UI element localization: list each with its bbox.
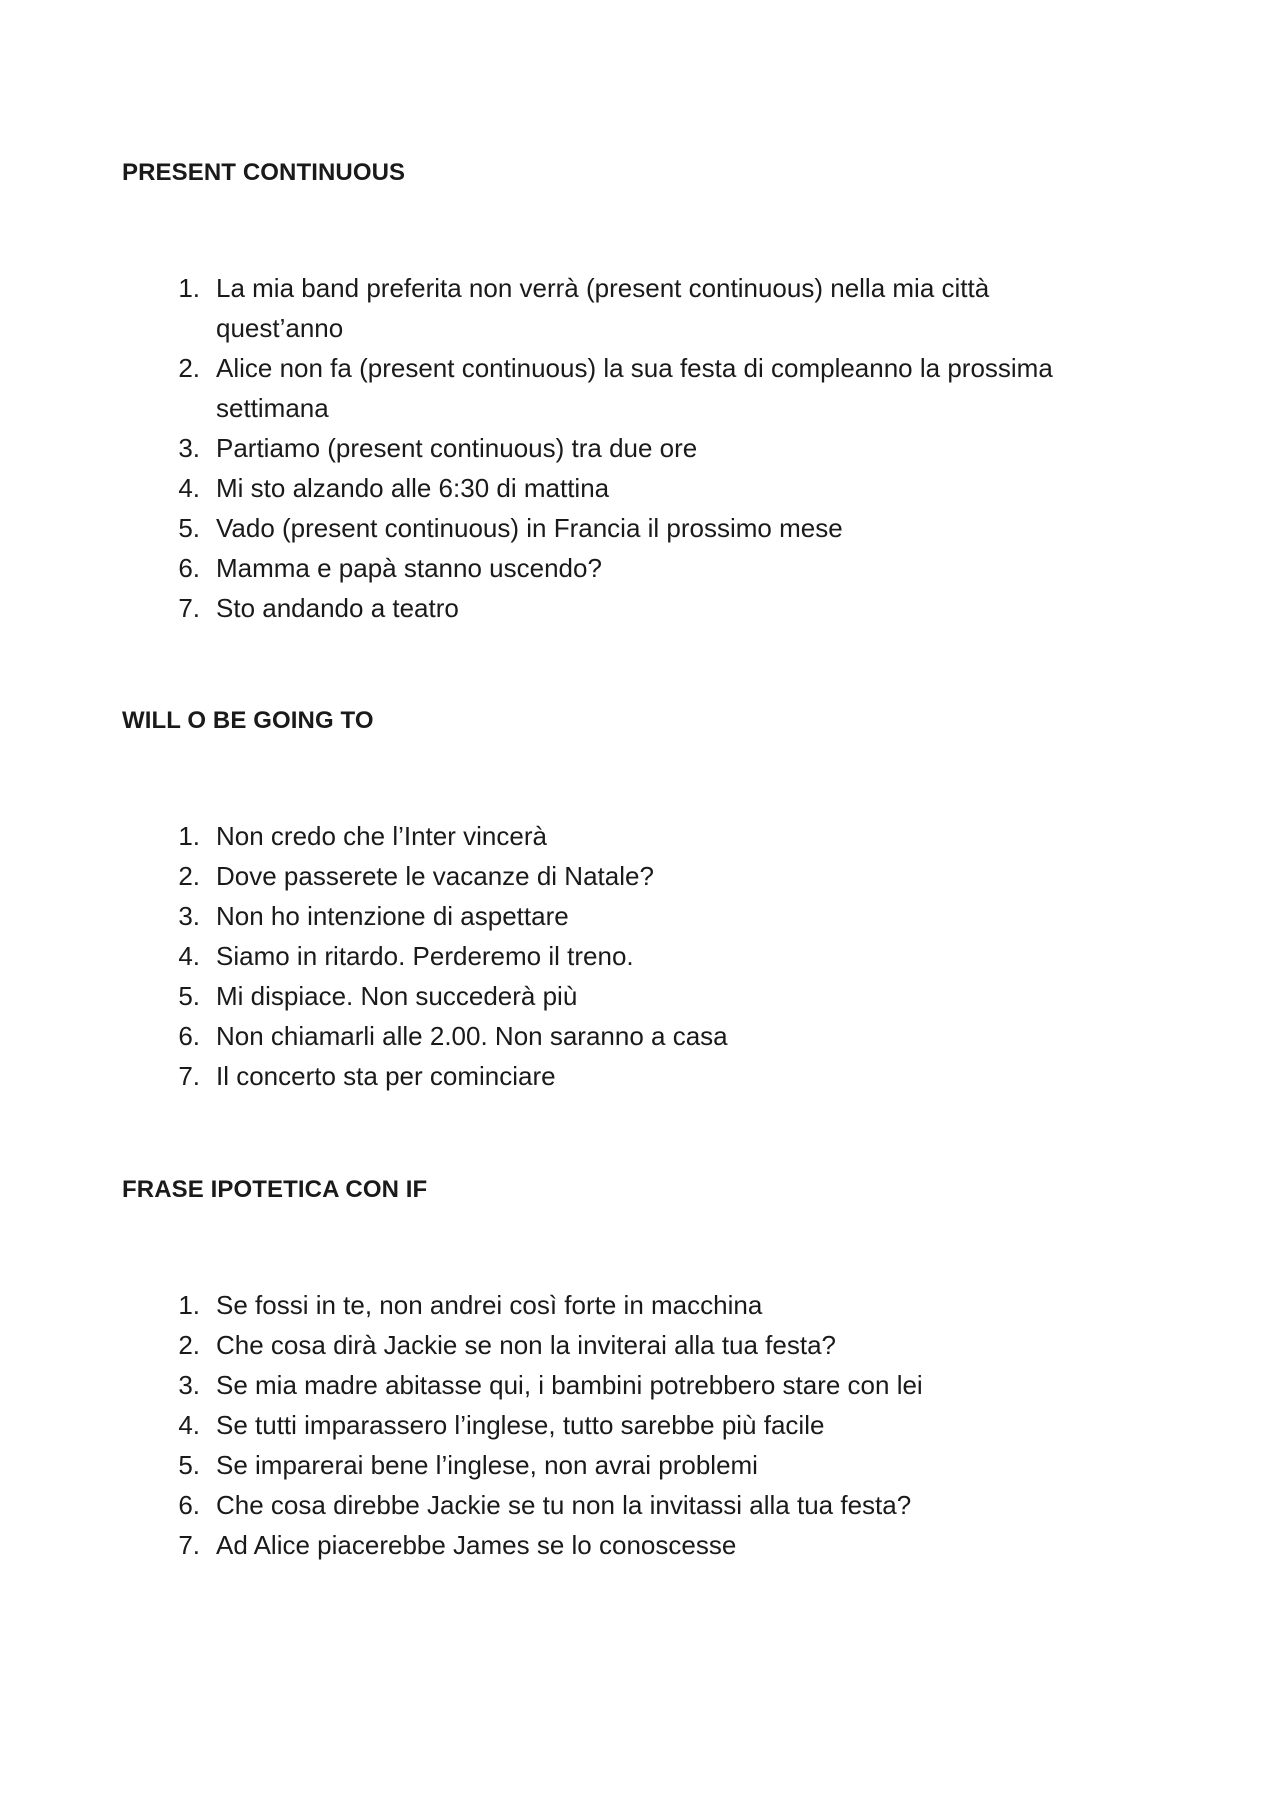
section-title: PRESENT CONTINUOUS — [122, 159, 406, 186]
item-text: Mamma e papà stanno uscendo? — [216, 553, 602, 583]
list-item — [160, 428, 1120, 468]
item-number: 7. — [178, 593, 200, 623]
item-number: 2. — [178, 1330, 200, 1360]
list-item — [160, 1525, 1120, 1565]
section-title: FRASE IPOTETICA CON IF — [122, 1176, 428, 1203]
item-text: Il concerto sta per cominciare — [216, 1061, 556, 1091]
list-item — [160, 1056, 1120, 1096]
list-item — [160, 1405, 1120, 1445]
list-item — [160, 468, 1120, 508]
section-present-continuous — [122, 158, 1122, 623]
exercise-list — [160, 1285, 1120, 1565]
list-item — [160, 588, 1120, 628]
item-text: Non ho intenzione di aspettare — [216, 901, 569, 931]
item-number: 6. — [178, 1490, 200, 1520]
item-text: Dove passerete le vacanze di Natale? — [216, 861, 654, 891]
list-item — [160, 936, 1120, 976]
list-item — [160, 1285, 1120, 1325]
item-number: 2. — [178, 861, 200, 891]
list-item — [160, 348, 1120, 428]
list-item — [160, 816, 1120, 856]
item-number: 3. — [178, 901, 200, 931]
item-text: Mi sto alzando alle 6:30 di mattina — [216, 473, 610, 503]
item-text: Che cosa dirà Jackie se non la inviterai alla tua festa? — [216, 1330, 837, 1360]
item-text: Se imparerai bene l’inglese, non avrai problemi — [216, 1450, 758, 1480]
section-title: WILL O BE GOING TO — [122, 707, 374, 734]
list-item — [160, 268, 1120, 348]
item-text: Alice non fa (present continuous) la sua festa di compleanno la prossima settimana — [216, 353, 1053, 423]
list-item — [160, 1485, 1120, 1525]
exercise-list — [160, 816, 1120, 1096]
item-number: 7. — [178, 1530, 200, 1560]
item-number: 7. — [178, 1061, 200, 1091]
item-text: Se tutti imparassero l’inglese, tutto sarebbe più facile — [216, 1410, 825, 1440]
item-text: Se fossi in te, non andrei così forte in macchina — [216, 1290, 763, 1320]
item-text: Vado (present continuous) in Francia il prossimo mese — [216, 513, 843, 543]
item-number: 5. — [178, 1450, 200, 1480]
item-text: Ad Alice piacerebbe James se lo conoscesse — [216, 1530, 737, 1560]
item-text: Partiamo (present continuous) tra due ore — [216, 433, 698, 463]
list-item — [160, 856, 1120, 896]
list-item — [160, 508, 1120, 548]
item-number: 5. — [178, 981, 200, 1011]
list-item — [160, 548, 1120, 588]
exercise-list — [160, 268, 1120, 628]
list-item — [160, 1016, 1120, 1056]
item-number: 6. — [178, 1021, 200, 1051]
item-number: 1. — [178, 1290, 200, 1320]
item-number: 2. — [178, 353, 200, 383]
item-number: 4. — [178, 473, 200, 503]
list-item — [160, 896, 1120, 936]
section-frase-ipotetica — [122, 1175, 1122, 1560]
item-text: La mia band preferita non verrà (present continuous) nella mia città quest’anno — [216, 273, 990, 343]
item-text: Siamo in ritardo. Perderemo il treno. — [216, 941, 634, 971]
item-text: Non chiamarli alle 2.00. Non saranno a casa — [216, 1021, 728, 1051]
list-item — [160, 1365, 1120, 1405]
item-text: Mi dispiace. Non succederà più — [216, 981, 578, 1011]
list-item — [160, 1325, 1120, 1365]
item-text: Se mia madre abitasse qui, i bambini potrebbero stare con lei — [216, 1370, 923, 1400]
item-number: 3. — [178, 433, 200, 463]
item-number: 6. — [178, 553, 200, 583]
list-item — [160, 1445, 1120, 1485]
item-text: Non credo che l’Inter vincerà — [216, 821, 547, 851]
item-number: 4. — [178, 941, 200, 971]
list-item — [160, 976, 1120, 1016]
item-number: 4. — [178, 1410, 200, 1440]
item-number: 5. — [178, 513, 200, 543]
item-number: 1. — [178, 273, 200, 303]
item-number: 3. — [178, 1370, 200, 1400]
section-will-be-going-to — [122, 706, 1122, 1091]
item-text: Sto andando a teatro — [216, 593, 459, 623]
item-text: Che cosa direbbe Jackie se tu non la invitassi alla tua festa? — [216, 1490, 912, 1520]
item-number: 1. — [178, 821, 200, 851]
